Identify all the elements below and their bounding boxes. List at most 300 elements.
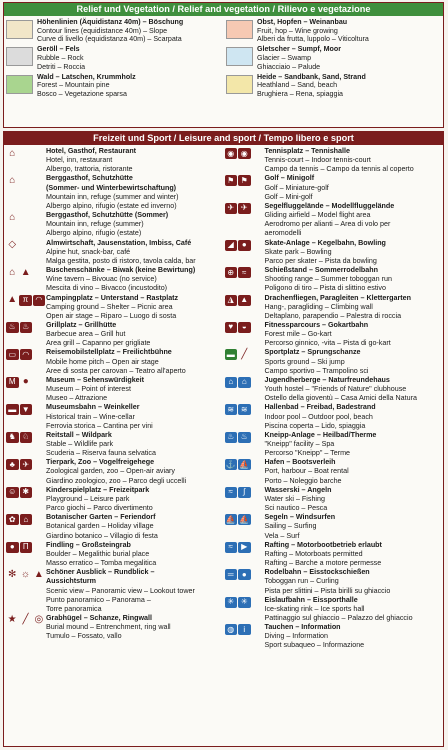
relief-item-text [257,45,341,72]
legend-line: Segeln – Windsurfen [264,513,336,522]
legend-line: Percorso ginnico, -vita – Pista di go-kart [264,339,391,348]
legend-item-icons [6,486,46,513]
legend-item-icons [225,568,265,595]
relief-line: Rubble – Rock [37,54,84,63]
legend-line: Rafting – Motorboats permitted [264,549,363,558]
legend-item [6,403,223,430]
contour-slope-swatch [6,20,33,39]
legend-line: Boulder – Megalithic burial place [46,549,150,558]
legend-item-text [46,431,156,458]
relief-line: Ghiacciaio – Palude [257,62,321,71]
legend-item-text [265,596,413,623]
legend-line: Poligono di tiro – Pista di slittino estivo [264,284,386,293]
sailing-icon: ⛵ [225,514,236,524]
relief-item-text [37,45,85,72]
legend-line: Giardino zoologico, zoo – Parco degli uccelli [46,476,187,485]
legend-line: Schöner Ausblick – Rundblick – [46,568,155,577]
mountain-hut-icon: ⌂ [9,174,16,186]
legend-item [225,596,442,623]
legend-line: Playground – Leisure park [46,494,130,503]
skate-park-icon: ◢ [225,240,238,251]
toboggan-run-icon: ≈ [238,267,251,278]
relief-item-text [257,18,369,45]
legend-item-text [46,376,144,403]
legend-item-icons [6,614,46,641]
relief-item [226,18,445,45]
legend-line: Scenic view – Panoramic view – Lookout tower [46,586,195,595]
legend-line: Mobile home pitch – Open air stage [46,357,159,366]
legend-item [225,541,442,568]
minigolf-icon: ⚑ [238,175,251,186]
relief-item [6,18,226,45]
legend-line: Stable – Wildlife park [46,440,114,448]
golf-icon: ⚑ [225,175,238,186]
museum-railway-icon: ▬ [6,404,19,415]
legend-item-icons [225,596,265,623]
rafting-icon: ≈ [225,542,238,553]
legend-line: Alpine hut, snack-bar, café [46,247,131,256]
legend-line: "Kneipp" facility – Spa [264,440,335,448]
legend-item-text [46,321,150,348]
viewpoint-icon: ✻ [7,568,17,580]
boulder-icon: ● [6,542,19,553]
youth-hostel-icon: ⌂ [225,377,238,388]
glacier-swamp-swatch [226,47,253,66]
legend-item-icons [6,147,46,174]
legend-item-icons [225,541,265,568]
legend-line: Drachenfliegen, Paragleiten – Klettergarten [264,293,411,302]
relief-line: Obst, Hopfen – Weinanbau [257,18,348,26]
ski-jump-icon: ╱ [22,614,29,626]
relief-line: Curve di livello (equidistanza 40m) – Scarpata [37,35,182,44]
legend-line: Aussichtsturm [46,577,96,586]
alpine-hut-icon: ◇ [8,239,17,251]
legend-item-icons [6,211,46,238]
legend-item-icons [6,431,46,458]
legend-item [6,458,223,485]
legend-item [225,458,442,485]
zoo-icon: ♣ [6,459,19,470]
legend-item [6,348,223,375]
legend-line: Malga gestita, posto di ristoro, tavola calda, bar [46,256,196,265]
legend-item-icons [6,294,46,321]
boat-rental-icon: ⛵ [239,459,250,469]
legend-line: Porto – Noleggio barche [264,476,342,485]
legend-line: Sailing – Surfing [264,522,317,531]
legend-item [6,147,223,174]
shooting-range-icon: ⊕ [225,267,238,278]
legend-line: Reisemobilstellplatz – Freilichtbühne [46,348,172,357]
sports-ground-icon: ▬ [225,349,238,360]
legend-line: Giardino botanico – Villagio di festa [46,531,158,540]
legend-item-icons [225,431,265,458]
legend-item-text [46,211,168,238]
relief-vegetation-legend [3,2,444,128]
legend-item-text [265,486,332,513]
legend-item-icons [6,348,46,375]
legend-item [225,486,442,513]
legend-item-text [46,294,178,321]
tennis-hall-icon: ◉ [238,148,251,159]
wine-cellar-icon: ▼ [20,404,33,415]
leisure-park-icon: ✱ [20,487,33,498]
legend-line: Rafting – Barche a motore permesse [264,559,382,568]
legend-item-text [265,202,395,239]
legend-item-text [46,458,186,485]
ring-wall-icon: ◎ [34,614,44,626]
legend-line: Aree di sosta per carovan – Teatro all'aperto [46,366,186,375]
relief-items-grid [4,16,443,100]
legend-item-text [265,458,349,485]
windsurfing-icon: ⛵ [239,514,250,524]
legend-line: Scuderia – Riserva fauna selvatica [46,449,156,458]
legend-line: Masso erratico – Tomba megalitica [46,559,157,568]
burial-mound-icon: ★ [7,614,17,626]
legend-line: Grabhügel – Schanze, Ringwall [46,613,152,622]
relief-line: Gletscher – Sumpf, Moor [257,45,341,54]
picnic-area-icon: π [19,295,31,306]
legend-line: Hotel, inn, restaurant [46,156,113,165]
legend-line: Wasserski – Angeln [264,485,332,494]
legend-line: Albergo alpino, rifugio (estate) [46,229,142,238]
legend-item-text [46,403,153,430]
legend-item-icons [225,458,265,485]
open-air-stage-icon: ◠ [33,295,45,306]
legend-item-text [265,431,377,458]
legend-line: Deltaplano, parapendio – Palestra di roccia [264,311,402,320]
legend-item [225,623,442,650]
legend-line: Tumulo – Fossato, vallo [46,632,122,641]
information-icon: i [238,624,251,635]
indoor-pool-icon: ≋ [225,404,238,415]
grill-hut-icon: ♨ [20,322,33,333]
legend-line: Camping ground – Shelter – Picnic area [46,302,173,311]
legend-line: Buschenschänke – Biwak (keine Bewirtung) [46,266,196,275]
legend-item [225,266,442,293]
gliding-field-icon: ✈ [225,203,238,214]
relief-line: Fruit, hop – Wine growing [257,26,338,35]
legend-line: Golf – Minigolf [264,174,315,183]
diving-icon: ◍ [225,624,238,635]
legend-line: Sport subaqueo – Informazione [264,641,365,650]
legend-line: Percorso "Kneipp" – Terme [264,449,351,458]
legend-line: Diving – Information [264,632,329,641]
legend-item-icons [225,348,265,375]
legend-line: Jugendherberge – Naturfreundehaus [264,375,390,384]
legend-line: Mountain inn, refuge (summer and winter) [46,192,179,201]
bowling-icon: ● [238,240,251,251]
open-air-theatre-icon: ◠ [20,349,33,360]
legend-item [6,321,223,348]
relief-line: Wald – Latschen, Krummholz [37,72,136,81]
legend-item-text [265,513,336,540]
leisure-left-column [6,147,225,651]
ice-rink-icon: ✳ [225,597,238,608]
legend-line: Skate-Anlage – Kegelbahn, Bowling [264,238,386,247]
legend-item-icons [6,266,46,293]
legend-line: Almwirtschaft, Jausenstation, Imbiss, Café [46,238,192,247]
legend-item-text [46,568,195,614]
relief-line: Detriti – Roccia [37,62,86,71]
motorboat-icon: ▶ [238,542,251,553]
legend-line: Wine tavern – Bivouac (no service) [46,275,157,284]
relief-line: Glacier – Swamp [257,54,312,63]
legend-item [225,294,442,321]
legend-line: Toboggan run – Curling [264,577,339,586]
legend-line: Vela – Surf [264,531,300,540]
legend-line: Gliding airfield – Model flight area [264,211,371,220]
model-airfield-icon: ✈ [238,203,251,214]
house-icon: ⌂ [9,147,16,159]
legend-line: Burial mound – Entrenchment, ring wall [46,623,171,632]
legend-line: Forest mile – Go-kart [264,330,332,339]
relief-line: Geröll – Fels [37,45,80,54]
legend-item-icons [6,541,46,568]
angling-icon: ∫ [238,487,251,498]
legend-item [225,321,442,348]
legend-item [225,348,442,375]
leisure-sport-legend [3,131,444,747]
legend-line: Golf – Mini-golf [264,192,313,201]
kneipp-icon: ♨ [225,432,238,443]
tennis-court-icon: ◉ [225,148,238,159]
wildlife-park-icon: ♘ [20,432,33,443]
legend-line: Punto panoramico – Panorama – [46,595,151,604]
legend-item-icons [225,174,265,201]
legend-item [6,211,223,238]
legend-item [225,376,442,403]
legend-line: Pattinaggio sul ghiaccio – Palazzo del ghiaccio [264,613,413,622]
legend-item-text [265,541,382,568]
legend-line: Ice-skating rink – Ice sports hall [264,604,365,613]
relief-line: Contour lines (equidistance 40m) – Slope [37,26,168,35]
point-of-interest-icon: ● [22,376,29,388]
forest-swatch [6,75,33,94]
legend-item-text [265,266,392,293]
legend-line: Hotel, Gasthof, Restaurant [46,147,137,155]
legend-line: Albergo, trattoria, ristorante [46,165,133,174]
legend-item [6,174,223,211]
legend-line: Kinderspielplatz – Freizeitpark [46,485,150,494]
relief-line: Heathland – Sand, beach [257,81,338,90]
legend-item-text [265,568,391,595]
legend-line: Albergo alpino, rifugio (estate ed inverno) [46,201,177,210]
legend-item-icons [6,174,46,211]
legend-item-icons [6,376,46,403]
heath-sand-swatch [226,75,253,94]
legend-item-icons [225,376,265,403]
legend-line: Hallenbad – Freibad, Badestrand [264,403,376,412]
legend-item [225,431,442,458]
legend-item [6,266,223,293]
relief-item-text [37,73,136,100]
legend-line: Findling – Großsteingrab [46,540,131,549]
legend-item-text [46,348,186,375]
legend-line: Berggasthof, Schutzhütte (Sommer) [46,211,169,220]
legend-line: Schießstand – Sommerrodelbahn [264,266,378,275]
legend-line: Museum – Sehenswürdigkeit [46,375,145,384]
lookout-tower-icon: ▲ [33,568,44,580]
legend-item-icons [6,568,46,614]
legend-item-text [46,614,171,641]
legend-item-icons [225,266,265,293]
legend-line: Open air stage – Riparo – Luogo di sosta [46,311,177,320]
relief-item [6,45,226,72]
playground-icon: ☺ [6,487,19,498]
legend-item-icons [225,403,265,430]
legend-line: Hafen – Bootsverleih [264,458,336,467]
legend-line: Tierpark, Zoo – Vogelfreigehege [46,458,155,467]
legend-line: Aerodromo per alianti – Area di volo per [264,220,391,229]
legend-item-text [46,174,179,211]
botanical-garden-icon: ✿ [6,514,19,525]
ski-jump-icon: ╱ [241,348,248,360]
relief-line: Bosco – Vegetazione sparsa [37,90,127,99]
legend-item-icons [225,147,265,174]
legend-item-text [46,486,153,513]
legend-line: Parco giochi – Parco divertimento [46,504,153,513]
ice-hall-icon: ✳ [238,597,251,608]
legend-item-text [265,348,369,375]
bivouac-icon: ▲ [20,266,31,278]
legend-line: Zoological garden, zoo – Open-air aviary [46,467,175,476]
legend-line: aeromodelli [264,229,302,238]
aviary-icon: ✈ [20,459,33,470]
legend-item-icons [6,403,46,430]
legend-item-icons [6,458,46,485]
climbing-wall-icon: ▲ [238,295,251,306]
legend-line: Sports ground – Ski jump [264,357,345,366]
legend-line: Grillplatz – Grillhütte [46,320,117,329]
legend-item [225,147,442,174]
legend-line: Shooting range – Summer toboggan run [264,275,392,284]
legend-line: Kneipp-Anlage – Heilbad/Therme [264,430,377,439]
orchard-vineyard-swatch [226,20,253,39]
legend-line: Campingplatz – Unterstand – Rastplatz [46,293,179,302]
legend-line: Rodelbahn – Eisstockschießen [264,568,370,577]
relief-line: Brughiera – Rena, spiaggia [257,90,343,99]
legend-item-text [265,623,365,650]
legend-item-text [265,174,329,201]
legend-item [6,568,223,614]
legend-item-icons [225,513,265,540]
wine-tavern-icon: ⌂ [9,266,16,278]
legend-item-text [265,321,391,348]
legend-item [225,239,442,266]
legend-item-icons [6,239,46,266]
legend-line: Mountain inn, refuge (summer) [46,220,144,229]
campsite-icon: ▲ [7,294,18,305]
legend-line: Sci nautico – Pesca [264,504,328,513]
legend-line: Youth hostel – "Friends of Nature" clubhouse [264,385,407,394]
rubble-rock-swatch [6,47,33,66]
legend-item-icons [225,486,265,513]
panorama-icon: ☼ [20,568,31,580]
legend-item-text [265,403,376,430]
legend-item-text [46,513,158,540]
legend-item [225,403,442,430]
legend-line: Reitstall – Wildpark [46,430,112,439]
leisure-sport-header: Freizeit und Sport / Leisure and sport / Tempo libero e sport [4,132,443,145]
legend-line: Tauchen – Information [264,623,341,632]
relief-line: Forest – Mountain pine [37,81,110,90]
legend-line: Ferrovia storica – Cantina per vini [46,421,153,430]
nature-friends-icon: ⌂ [238,377,251,388]
legend-line: Berggasthof, Schutzhütte [46,174,133,183]
legend-line: Botanical garden – Holiday village [46,522,154,531]
legend-line: Golf – Miniature-golf [264,183,329,192]
relief-item [226,73,445,100]
legend-line: (Sommer- und Winterbewirtschaftung) [46,183,177,192]
toboggan-icon: ═ [225,569,238,580]
legend-item-text [46,239,196,266]
leisure-right-column [225,147,442,651]
legend-line: Museo – Attrazione [46,394,108,403]
legend-item-icons [225,623,265,650]
legend-item-text [265,376,417,403]
legend-item-text [46,147,136,174]
harbour-icon: ⚓ [225,459,236,469]
legend-line: Campo sportivo – Trampolino sci [264,366,369,375]
relief-item [6,73,226,100]
legend-item [6,376,223,403]
legend-line: Pista per slittini – Pista birilli su ghiaccio [264,586,391,595]
legend-line: Segelfluggelände – Modellfluggelände [264,201,395,210]
legend-item-icons [225,202,265,239]
megalithic-site-icon: Π [20,542,33,553]
legend-item-text [265,239,386,266]
legend-line: Skate park – Bowling [264,247,332,256]
legend-item [225,202,442,239]
legend-line: Piscina coperta – Lido, spiaggia [264,421,366,430]
legend-line: Ostello della gioventù – Casa Amici della Natura [264,394,417,403]
legend-item [6,513,223,540]
legend-line: Torre panoramica [46,604,102,613]
legend-line: Area grill – Capanno per grigliate [46,339,151,348]
legend-line: Campo da tennis – Campo da tennis al coperto [264,165,414,174]
legend-line: Hang-, paragliding – Climbing wall [264,302,373,311]
go-kart-icon: ◒ [238,322,251,333]
legend-item-icons [6,513,46,540]
spa-icon: ♨ [238,432,251,443]
relief-line: Heide – Sandbank, Sand, Strand [257,72,366,81]
legend-line: Tennis-court – Indoor tennis-court [264,156,371,165]
legend-item [225,513,442,540]
grill-place-icon: ♨ [6,322,19,333]
legend-item [225,568,442,595]
holiday-village-icon: ⌂ [20,514,33,525]
water-ski-icon: ≈ [225,487,238,498]
legend-line: Tennisplatz – Tennishalle [264,147,350,155]
legend-line: Museum – Point of interest [46,385,131,394]
legend-item [6,541,223,568]
legend-item-icons [6,321,46,348]
legend-line: Botanischer Garten – Feriendorf [46,513,156,522]
legend-line: Fitnessparcours – Gokartbahn [264,320,369,329]
legend-item [6,294,223,321]
legend-line: Mescita di vino – Bivacco (incustodito) [46,284,168,293]
legend-item-text [265,147,414,174]
relief-item-text [37,18,183,45]
legend-item-text [265,294,411,321]
legend-line: Parco per skater – Pista da bowling [264,256,377,265]
legend-line: Port, harbour – Boat rental [264,467,349,476]
legend-line: Barbecue area – Grill hut [46,330,126,339]
museum-icon: M [6,377,19,388]
legend-line: Water ski – Fishing [264,494,325,503]
legend-line: Eislaufbahn – Eissporthalle [264,595,358,604]
legend-line: Historical train – Wine-cellar [46,412,135,421]
